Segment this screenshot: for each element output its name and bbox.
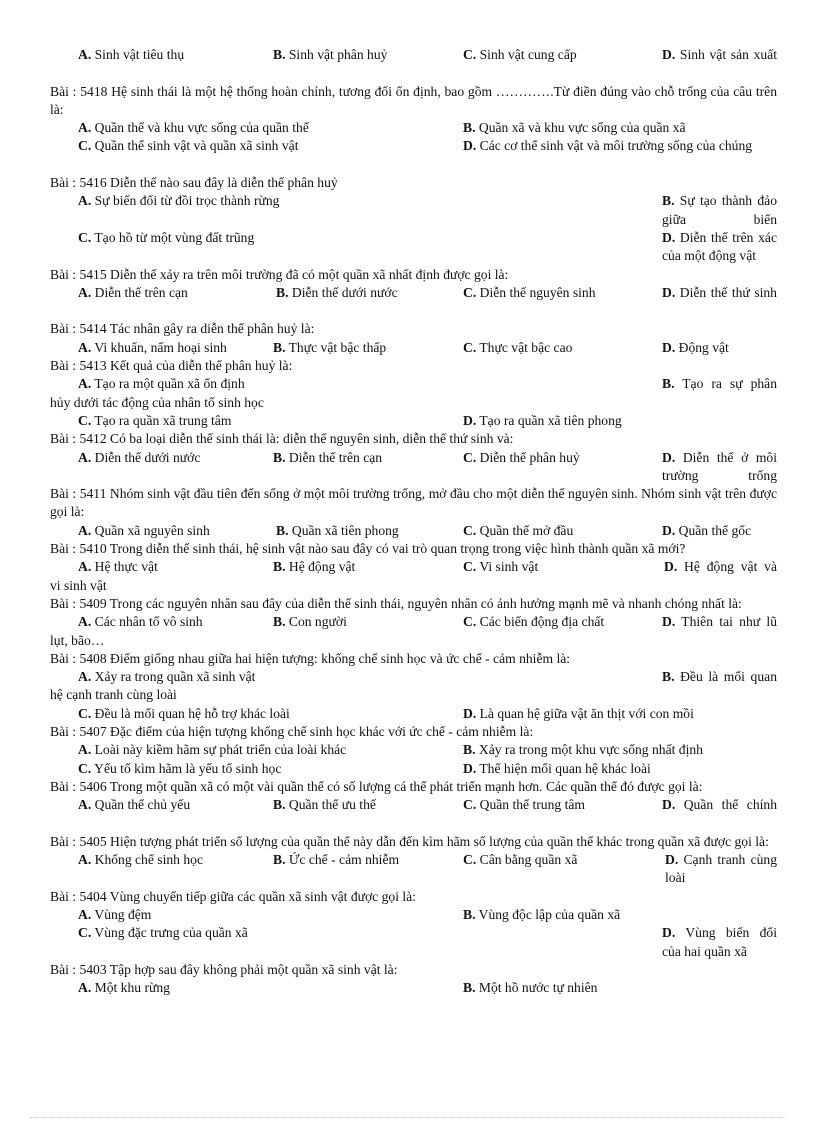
question-stem: Bài : 5405 Hiện tượng phát triển số lượng của quần thể này dẫn đến kìm hãm số lượng của quần thể khác trong quần xã được gọi là: <box>50 833 769 849</box>
option-d: D. Là quan hệ giữa vật ăn thịt với con mồi <box>463 705 694 721</box>
options-row <box>50 705 777 723</box>
options-row <box>50 375 777 410</box>
option-a: A. Diễn thế dưới nước <box>78 449 201 465</box>
option-b: B. Diễn thế dưới nước <box>276 284 398 300</box>
option-c: C. Các biến động địa chất <box>463 614 605 630</box>
question-block <box>50 430 777 485</box>
option-c: C. Cân bằng quần xã <box>463 852 578 868</box>
option-d: D. Diễn thế trên xác của một động vật <box>662 229 777 264</box>
question-stem: Bài : 5403 Tập hợp sau đây không phải một quần xã sinh vật là: <box>50 961 398 977</box>
options-row <box>50 46 777 64</box>
question-stem: Bài : 5418 Hệ sinh thái là một hệ thống hoàn chỉnh, tương đối ổn định, bao gồm ………….Từ điền đúng vào chỗ trống của câu trên là: <box>50 83 777 117</box>
option-a: A. Quần thể và khu vực sống của quần thể <box>78 120 309 136</box>
options-row <box>50 668 777 703</box>
option-a: A. Tạo ra một quần xã ổn định <box>78 376 245 392</box>
options-row <box>50 119 777 137</box>
option-b: B. Sinh vật phân huỷ <box>273 47 388 62</box>
question-stem: Bài : 5414 Tác nhân gây ra diễn thế phân huỷ là: <box>50 321 315 337</box>
page-bottom-divider <box>30 1117 786 1118</box>
option-d: D. Diễn thế thứ sinh <box>662 284 777 300</box>
option-a: A. Sinh vật tiêu thụ <box>78 47 185 62</box>
options-row <box>50 741 777 759</box>
option-b: B. Đều là mối quan hệ cạnh tranh cùng loài <box>50 669 777 703</box>
options-row <box>50 613 778 648</box>
option-c: C. Diễn thế phân huỷ <box>463 449 580 465</box>
option-b: B. Một hồ nước tự nhiên <box>463 980 598 996</box>
options-row <box>50 339 777 357</box>
option-b: B. Diễn thế trên cạn <box>273 449 383 465</box>
question-block <box>50 723 777 778</box>
question-stem: Bài : 5407 Đặc điểm của hiện tượng khống chế sinh học khác với ức chế - cảm nhiễm là: <box>50 723 534 739</box>
question-stem: Bài : 5409 Trong các nguyên nhân sau đây của diễn thế sinh thái, nguyên nhân có ảnh hưởng mạnh mẽ và nhanh chóng nhất là: <box>50 595 742 611</box>
question-block <box>50 961 777 998</box>
option-d: D. Tạo ra quần xã tiên phong <box>463 412 622 428</box>
option-d: D. Diễn thế ở môi trường trống <box>662 449 777 483</box>
options-row <box>50 760 777 778</box>
question-block <box>50 46 777 83</box>
options-row <box>50 522 777 540</box>
option-a: A. Loài này kiềm hãm sự phát triển của loài khác <box>78 742 347 758</box>
question-block <box>50 485 777 540</box>
option-d: D. Động vật <box>662 339 729 355</box>
options-row <box>50 924 778 959</box>
option-b: B. Vùng độc lập của quần xã <box>463 906 621 922</box>
option-c: C. Vùng đặc trưng của quần xã <box>78 925 248 941</box>
question-block <box>50 540 777 595</box>
question-stem: Bài : 5416 Diễn thế nào sau đây là diễn thế phân huỷ <box>50 175 338 191</box>
option-c: C. Quần thể sinh vật và quần xã sinh vật <box>78 138 299 154</box>
option-d: D. Vùng biến đổi của hai quần xã <box>662 925 778 959</box>
question-block <box>50 595 777 650</box>
question-block <box>50 320 777 357</box>
options-row <box>50 284 777 302</box>
option-d: D. Các cơ thể sinh vật và môi trường sống của chúng <box>463 138 753 154</box>
options-row <box>50 906 777 924</box>
options-row <box>50 796 777 814</box>
option-a: A. Vùng đệm <box>78 906 152 922</box>
option-b: B. Con người <box>273 614 347 630</box>
options-row <box>50 979 777 997</box>
question-stem: Bài : 5408 Điểm giống nhau giữa hai hiện tượng: khống chế sinh học và ức chế - cảm nhiễm là: <box>50 650 571 666</box>
question-block <box>50 778 777 833</box>
question-block <box>50 888 777 961</box>
option-b: B. Quần xã tiên phong <box>276 522 399 538</box>
option-c: C. Yếu tố kìm hãm là yếu tố sinh học <box>78 760 282 776</box>
question-block <box>50 833 777 888</box>
option-b: B. Hệ động vật <box>273 559 356 575</box>
option-a: A. Xảy ra trong quần xã sinh vật <box>78 669 256 685</box>
question-block <box>50 83 777 174</box>
question-stem: Bài : 5406 Trong một quần xã có một vài quần thể có số lượng cá thể phát triển mạnh hơn. Các quần thể đó được gọi là: <box>50 778 703 794</box>
option-a: A. Quần thể chủ yếu <box>78 797 191 813</box>
question-stem: Bài : 5410 Trong diễn thế sinh thái, hệ sinh vật nào sau đây có vai trò quan trọng trong việc hình thành quần xã mới? <box>50 541 686 557</box>
option-b: B. Xảy ra trong một khu vực sống nhất định <box>463 742 703 758</box>
question-stem: Bài : 5411 Nhóm sinh vật đầu tiên đến sống ở một môi trường trống, mở đầu cho một diễn thế nguyên sinh. Nhóm sinh vật trên được gọi là: <box>50 486 777 520</box>
question-stem: Bài : 5413 Kết quả của diễn thế phân huỷ là: <box>50 358 293 374</box>
option-c: C. Quần thể trung tâm <box>463 797 585 813</box>
option-c: C. Quần thể mở đầu <box>463 522 574 538</box>
option-c: C. Tạo hồ từ một vùng đất trũng <box>78 229 255 245</box>
option-d: D. Sinh vật sản xuất <box>662 47 777 62</box>
options-row <box>50 558 777 593</box>
option-b: B. Quần xã và khu vực sống của quần xã <box>463 120 686 136</box>
option-b: B. Quần thể ưu thế <box>273 797 376 813</box>
question-stem: Bài : 5412 Có ba loại diễn thế sinh thái là: diễn thế nguyên sinh, diễn thế thứ sinh và: <box>50 431 514 447</box>
option-d: D. Quần thể chính <box>662 797 777 813</box>
option-c: C. Đều là mối quan hệ hỗ trợ khác loài <box>78 705 290 721</box>
option-d: D. Cạnh tranh cùng loài <box>665 852 777 886</box>
question-block <box>50 650 777 723</box>
option-b: B. Tạo ra sự phân hủy dưới tác động của nhân tố sinh học <box>50 376 777 410</box>
option-a: A. Sự biến đổi từ đồi trọc thành rừng <box>78 193 280 209</box>
option-a: A. Một khu rừng <box>78 980 170 996</box>
option-d: D. Thể hiện mối quan hệ khác loài <box>463 760 651 776</box>
question-block <box>50 357 777 430</box>
options-row <box>50 412 777 430</box>
question-block <box>50 266 777 321</box>
option-a: A. Diễn thế trên cạn <box>78 284 188 300</box>
option-c: C. Thực vật bậc cao <box>463 339 573 355</box>
option-d: D. Hệ động vật và vi sinh vật <box>50 559 777 593</box>
option-c: C. Tạo ra quần xã trung tâm <box>78 412 232 428</box>
question-block <box>50 174 777 265</box>
option-a: A. Khống chế sinh học <box>78 852 203 868</box>
option-b: B. Sự tạo thành đảo giữa biển <box>662 193 777 227</box>
options-row <box>50 851 777 886</box>
option-a: A. Vi khuẩn, nấm hoại sinh <box>78 339 227 355</box>
options-row <box>50 137 777 155</box>
option-b: B. Ức chế - cảm nhiễm <box>273 852 400 868</box>
option-a: A. Quần xã nguyên sinh <box>78 522 210 538</box>
option-b: B. Thực vật bậc thấp <box>273 339 387 355</box>
option-c: C. Vi sinh vật <box>463 559 539 575</box>
options-row <box>50 449 777 483</box>
option-d: D. Quần thể gốc <box>662 522 752 538</box>
options-row <box>50 192 777 227</box>
worksheet-page <box>50 46 777 997</box>
options-row <box>50 229 777 264</box>
option-a: A. Hệ thực vật <box>78 559 158 575</box>
question-stem: Bài : 5404 Vùng chuyển tiếp giữa các quần xã sinh vật được gọi là: <box>50 888 416 904</box>
question-stem: Bài : 5415 Diễn thế xảy ra trên môi trường đã có một quần xã nhất định được gọi là: <box>50 266 509 282</box>
option-a: A. Các nhân tố vô sinh <box>78 614 203 630</box>
option-d: D. Thiên tai như lũ lụt, bão… <box>50 614 778 648</box>
option-c: C. Diễn thế nguyên sinh <box>463 284 596 300</box>
option-c: C. Sinh vật cung cấp <box>463 47 577 62</box>
